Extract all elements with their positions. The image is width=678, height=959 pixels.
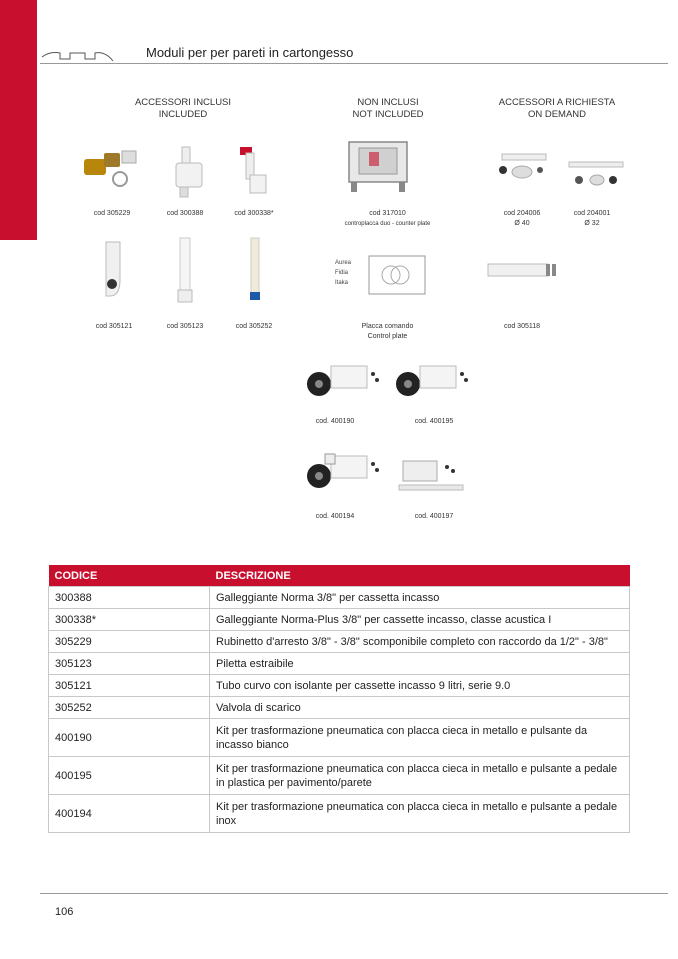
extension-tube-image (486, 261, 558, 279)
kit-400195-image (392, 360, 470, 398)
product-table (48, 565, 630, 833)
cell-description: Rubinetto d'arresto 3/8" - 3/8" scomponibile completo con raccordo da 1/2" - 3/8" (210, 631, 630, 653)
cell-description: Kit per trasformazione pneumatica con placca cieca in metallo e pulsante da incasso bianco (210, 719, 630, 757)
plate-model-aurea: Aurea (335, 260, 352, 266)
cell-description: Piletta estraibile (210, 653, 630, 675)
tube-204001-image (565, 160, 627, 190)
plate-models-list (335, 258, 351, 288)
caption-305118: cod 305118 (503, 323, 541, 330)
heading-included-en: INCLUDED (158, 109, 208, 120)
page-title: Moduli per per pareti in cartongesso (146, 45, 354, 60)
caption-305123: cod 305123 (166, 323, 204, 330)
header-rule (40, 63, 668, 64)
control-plate-image (367, 254, 427, 296)
plate-model-itaka: Itaka (335, 280, 349, 286)
caption-204006 (492, 209, 552, 229)
cell-description: Valvola di scarico (210, 697, 630, 719)
caption-control-plate (335, 322, 440, 342)
cell-code: 305252 (49, 697, 210, 719)
cell-description: Kit per trasformazione pneumatica con placca cieca in metallo e pulsante a pedale inox (210, 795, 630, 833)
footer-rule (40, 893, 668, 894)
caption-400197: cod. 400197 (414, 513, 454, 520)
kit-400194-image (303, 450, 381, 490)
heading-on-demand-en: ON DEMAND (527, 109, 587, 120)
heading-not-included (318, 97, 458, 121)
heading-not-included-it: NON INCLUSI (357, 97, 419, 108)
cell-code: 300388 (49, 587, 210, 609)
caption-300338: cod 300338* (234, 210, 274, 217)
caption-control-plate-en: Control plate (367, 333, 408, 340)
table-row (49, 675, 630, 697)
table-row (49, 653, 630, 675)
drain-piece-image (172, 236, 198, 308)
cell-code: 305121 (49, 675, 210, 697)
table-row (49, 795, 630, 833)
table-row (49, 587, 630, 609)
counter-plate-image (345, 138, 411, 196)
cell-description: Tubo curvo con isolante per cassette incasso 9 litri, serie 9.0 (210, 675, 630, 697)
caption-317010-code: cod 317010 (369, 210, 406, 217)
flush-valve-image (245, 236, 265, 306)
cell-description: Galleggiante Norma-Plus 3/8" per cassette incasso, classe acustica I (210, 609, 630, 631)
cell-code: 400195 (49, 757, 210, 795)
table-row (49, 697, 630, 719)
caption-204001-diameter: Ø 32 (584, 220, 600, 227)
cell-code: 305229 (49, 631, 210, 653)
caption-305229: cod 305229 (93, 210, 131, 217)
caption-305252: cod 305252 (235, 323, 273, 330)
cell-code: 400194 (49, 795, 210, 833)
cell-description: Galleggiante Norma 3/8" per cassetta incasso (210, 587, 630, 609)
table-header-row (49, 565, 630, 587)
plate-model-fidia: Fidia (335, 270, 349, 276)
caption-317010-sub: controplacca duo - counter plate (344, 221, 431, 227)
heading-on-demand-it: ACCESSORI A RICHIESTA (498, 97, 616, 108)
caption-400194: cod. 400194 (315, 513, 355, 520)
page-number: 106 (55, 906, 74, 918)
cell-description: Kit per trasformazione pneumatica con placca cieca in metallo e pulsante a pedale in plastica per pavimento/parete (210, 757, 630, 795)
table-row (49, 719, 630, 757)
column-header-code: CODICE (49, 565, 210, 587)
table-row (49, 631, 630, 653)
caption-400195: cod. 400195 (414, 418, 454, 425)
kit-400190-image (303, 360, 381, 398)
side-accent-bar (0, 0, 37, 240)
heading-included (118, 97, 248, 121)
caption-305121: cod 305121 (95, 323, 133, 330)
heading-included-it: ACCESSORI INCLUSI (134, 97, 232, 108)
shutoff-valve-image (82, 145, 140, 190)
float-valve-300338-image (236, 145, 270, 200)
float-valve-300388-image (168, 145, 208, 200)
column-header-description: DESCRIZIONE (210, 565, 630, 587)
heading-not-included-en: NOT INCLUDED (352, 109, 424, 120)
caption-control-plate-it: Placca comando (361, 323, 414, 330)
caption-204001 (562, 209, 622, 229)
table-row (49, 609, 630, 631)
caption-400190: cod. 400190 (315, 418, 355, 425)
caption-300388: cod 300388 (166, 210, 204, 217)
kit-400197-image (395, 455, 467, 495)
table-row (49, 757, 630, 795)
caption-204006-code: cod 204006 (503, 210, 541, 217)
caption-204006-diameter: Ø 40 (514, 220, 530, 227)
caption-317010 (330, 209, 445, 229)
cell-code: 300338* (49, 609, 210, 631)
caption-204001-code: cod 204001 (573, 210, 611, 217)
cell-code: 400190 (49, 719, 210, 757)
tube-204006-image (494, 152, 550, 182)
cell-code: 305123 (49, 653, 210, 675)
curved-tube-image (98, 240, 132, 304)
heading-on-demand (487, 97, 627, 121)
